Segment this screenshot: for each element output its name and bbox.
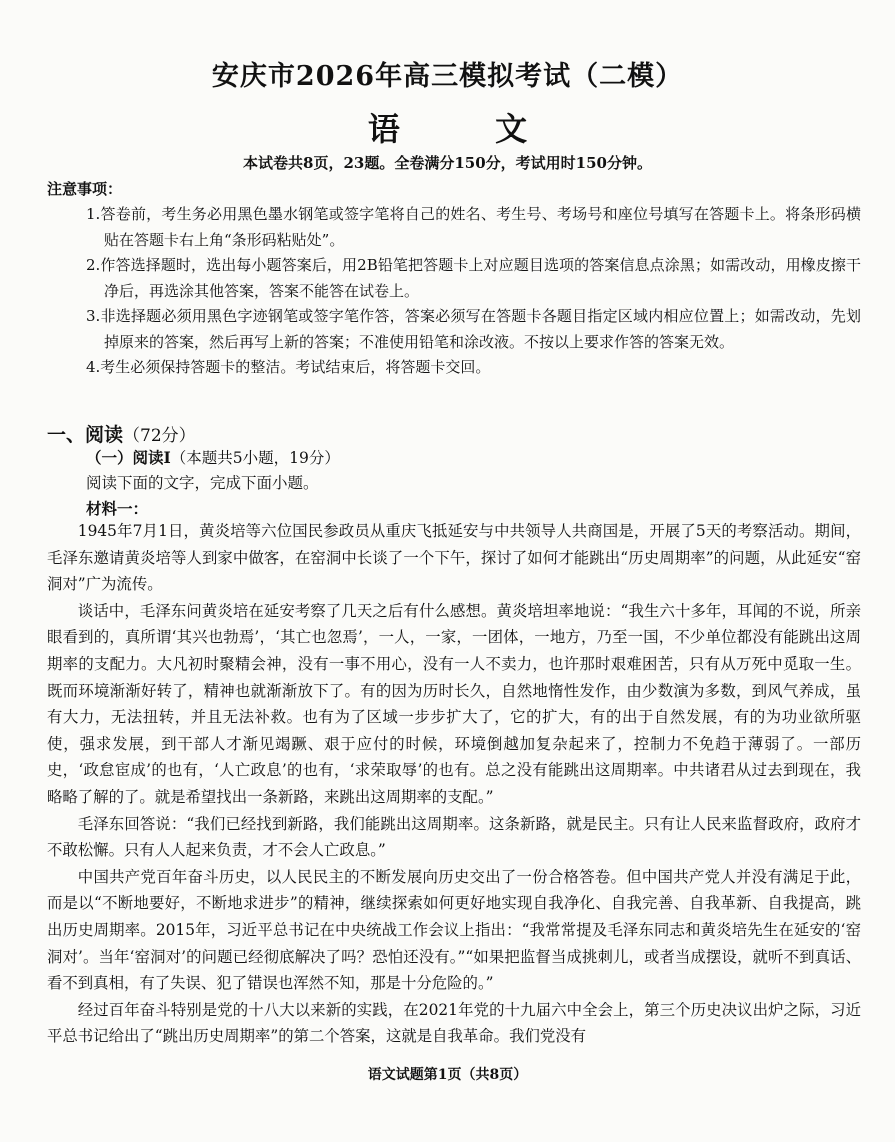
exam-info: 本试卷共8页，23题。全卷满分150分，考试用时150分钟。 [243, 154, 652, 172]
material-text [47, 518, 861, 1050]
page-footer: 语文试题第1页（共8页） [367, 1067, 528, 1083]
paragraph: 毛泽东回答说：“我们已经找到新路，我们能跳出这周期率。这条新路，就是民主。只有让人民来监督政府，政府才不敢松懈。只有人人起来负责，才不会人亡政息。” [47, 814, 861, 860]
notice-list [86, 202, 861, 381]
notice-item: 3.非选择题必须用黑色字迹钢笔或签字笔作答，答案必须写在答题卡各题目指定区域内相应位置上；如需改动，先划掉原来的答案，然后再写上新的答案；不准使用铅笔和涂改液。不按以上要求作答的答案无效。 [86, 307, 861, 351]
notice-item: 1.答卷前，考生务必用黑色墨水钢笔或签字笔将自己的姓名、考生号、考场号和座位号填写在答题卡上。将条形码横贴在答题卡右上角“条形码粘贴处”。 [86, 205, 861, 249]
material-label: 材料一： [86, 499, 149, 518]
section-title: 一、阅读 [47, 424, 124, 446]
section-heading [47, 420, 196, 447]
paragraph: 中国共产党百年奋斗历史，以人民民主的不断发展向历史交出了一份合格答卷。但中国共产党人并没有满足于此，而是以“不断地要好，不断地求进步”的精神，继续探索如何更好地实现自我净化、自我完善、自我革新、自我提高，跳出历史周期率。2015年，习近平总书记在中央统战工作会议上指出：“我常常提及毛泽东同志和黄炎培先生在延安的‘窑洞对’。当年‘窑洞对’的问题已经彻底解决了吗？恐怕还没有。”“如果把监督当成挑刺儿，或者当成摆设，就听不到真话、看不到真相，有了失误、犯了错误也浑然不知，那是十分危险的。” [47, 867, 861, 993]
paragraph: 1945年7月1日，黄炎培等六位国民参政员从重庆飞抵延安与中共领导人共商国是，开展了5天的考察活动。期间，毛泽东邀请黄炎培等人到家中做客，在窑洞中长谈了一个下午，探讨了如何才能跳出“历史周期率”的问题，从此延安“窑洞对”广为流传。 [47, 522, 861, 594]
subject-title: 语 文 [367, 110, 570, 148]
reading-instruction: 阅读下面的文字，完成下面小题。 [86, 474, 319, 492]
notice-item: 4.考生必须保持答题卡的整洁。考试结束后，将答题卡交回。 [86, 358, 491, 376]
paragraph: 谈话中，毛泽东问黄炎培在延安考察了几天之后有什么感想。黄炎培坦率地说：“我生六十多年，耳闻的不说，所亲眼看到的，真所谓‘其兴也勃焉’，‘其亡也忽焉’，一人，一家，一团体，一地方，乃至一国，不少单位都没有能跳出这周期率的支配力。大凡初时聚精会神，没有一事不用心，没有一人不卖力，也许那时艰难困苦，只有从万死中觅取一生。既而环境渐渐好转了，精神也就渐渐放下了。有的因为历时长久，自然地惰性发作，由少数演为多数，到风气养成，虽有大力，无法扭转，并且无法补救。也有为了区域一步步扩大了，它的扩大，有的出于自然发展，有的为功业欲所驱使，强求发展，到干部人才渐见竭蹶、艰于应付的时候，环境倒越加复杂起来了，控制力不免趋于薄弱了。一部历史，‘政怠宦成’的也有，‘人亡政息’的也有，‘求荣取辱’的也有。总之没有能跳出这周期率。中共诸君从过去到现在，我略略了解的了。就是希望找出一条新路，来跳出这周期率的支配。” [47, 601, 861, 806]
notice-item: 2.作答选择题时，选出每小题答案后，用2B铅笔把答题卡上对应题目选项的答案信息点涂黑；如需改动，用橡皮擦干净后，再选涂其他答案，答案不能答在试卷上。 [86, 256, 861, 300]
subsection-heading [86, 446, 340, 468]
section-score: （72分） [123, 426, 196, 446]
subsection-score: （本题共5小题，19分） [170, 449, 340, 467]
paragraph: 经过百年奋斗特别是党的十八大以来新的实践，在2021年党的十九届六中全会上，第三个历史决议出炉之际，习近平总书记给出了“跳出历史周期率”的第二个答案，这就是自我革命。我们党没有 [47, 1000, 861, 1046]
exam-title: 安庆市2026年高三模拟考试（二模） [211, 61, 684, 92]
notice-heading: 注意事项： [47, 180, 123, 198]
subsection-title: （一）阅读Ⅰ [86, 448, 171, 467]
